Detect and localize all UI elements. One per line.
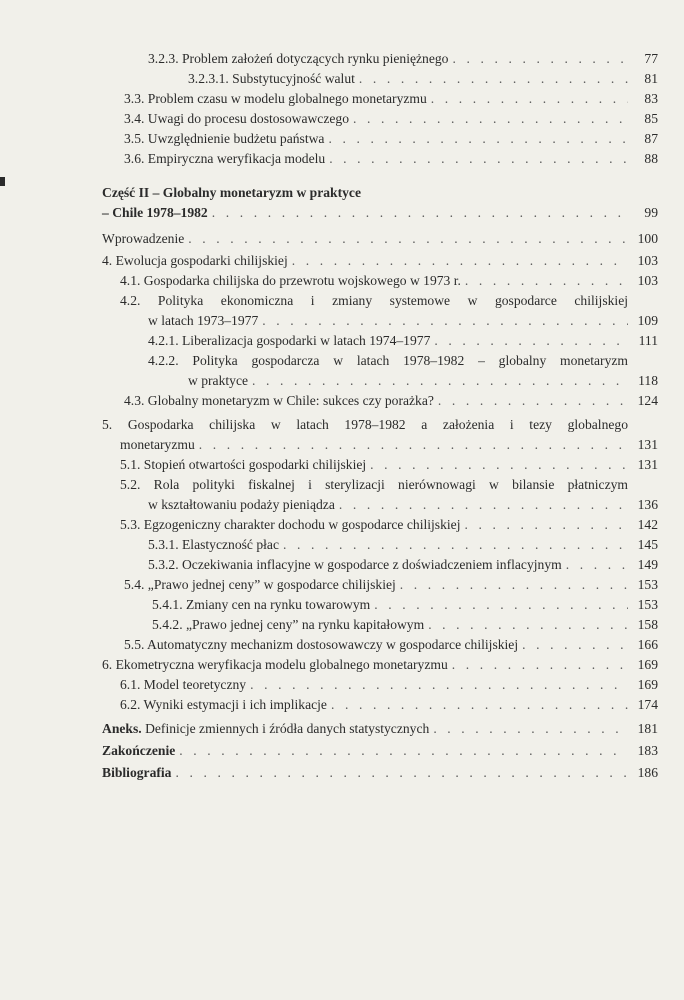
toc-entry-title: 3.2.3.1. Substytucyjność walut — [188, 71, 355, 86]
toc-page-number: 103 — [637, 253, 658, 268]
toc-entry — [102, 515, 658, 535]
dot-leader — [339, 495, 628, 515]
dot-leader — [434, 331, 628, 351]
page-edge-mark — [0, 177, 5, 186]
toc-entry — [102, 311, 658, 331]
dot-leader — [400, 575, 628, 595]
toc-entry-title: 5.4.1. Zmiany cen na rynku towarowym — [152, 597, 371, 612]
toc-page-number: 87 — [644, 131, 658, 146]
toc-entry — [102, 575, 658, 595]
toc-entry — [102, 675, 658, 695]
dot-leader — [292, 251, 628, 271]
dot-leader — [433, 719, 628, 739]
toc-page-number: 124 — [637, 393, 658, 408]
toc-entry-title: Wprowadzenie — [102, 231, 185, 246]
toc-page-number: 149 — [637, 557, 658, 572]
toc-page-number: 174 — [637, 697, 658, 712]
dot-leader — [262, 311, 628, 331]
toc-entry — [102, 49, 658, 69]
toc-entry-title: w kształtowaniu podaży pieniądza — [148, 497, 335, 512]
toc-entry-title: 3.4. Uwagi do procesu dostosowawczego — [124, 111, 350, 126]
dot-leader — [428, 615, 628, 635]
toc-page-number: 136 — [637, 497, 658, 512]
toc-page-number: 166 — [637, 637, 658, 652]
toc-entry — [102, 183, 658, 203]
toc-entry — [102, 595, 658, 615]
toc-entry-title: 5. Gospodarka chilijska w latach 1978–1982 a założenia i tezy globalnego — [102, 417, 628, 432]
toc-entry-title: 5.5. Automatyczny mechanizm dostosowawczy w gospodarce chilijskiej — [124, 637, 519, 652]
dot-leader — [252, 371, 628, 391]
toc-page-number: 153 — [637, 597, 658, 612]
toc-page-number: 145 — [637, 537, 658, 552]
toc-page-number: 83 — [644, 91, 658, 106]
toc-entry-title: Część II – Globalny monetaryzm w praktyce — [102, 185, 361, 200]
toc-entry — [102, 291, 658, 311]
dot-leader — [175, 763, 628, 783]
toc-entry — [102, 435, 658, 455]
toc-page-number: 99 — [644, 205, 658, 220]
toc-entry — [102, 635, 658, 655]
toc-entry-title: Aneks. Definicje zmiennych i źródła danych statystycznych — [102, 721, 430, 736]
toc-entry-title: 4.2. Polityka ekonomiczna i zmiany systemowe w gospodarce chilijskiej — [120, 293, 628, 308]
toc-entry-title: 4.1. Gospodarka chilijska do przewrotu wojskowego w 1973 r. — [120, 273, 461, 288]
toc-entry-title: w praktyce — [188, 373, 249, 388]
dot-leader — [179, 741, 628, 761]
toc-entry — [102, 495, 658, 515]
toc-page-number: 85 — [644, 111, 658, 126]
toc-page-number: 183 — [637, 743, 658, 758]
toc-entry — [102, 455, 658, 475]
toc-entry — [102, 555, 658, 575]
toc-page-number: 77 — [644, 51, 658, 66]
toc-entry-title: Bibliografia — [102, 765, 172, 780]
toc-page-number: 109 — [637, 313, 658, 328]
toc-entry-title: 3.6. Empiryczna weryfikacja modelu — [124, 151, 326, 166]
dot-leader — [566, 555, 628, 575]
dot-leader — [438, 391, 628, 411]
toc-entry — [102, 251, 658, 271]
dot-leader — [374, 595, 628, 615]
toc-entry — [102, 535, 658, 555]
dot-leader — [359, 69, 628, 89]
dot-leader — [329, 149, 628, 169]
toc-entry-title: 5.4. „Prawo jednej ceny” w gospodarce chilijskiej — [124, 577, 396, 592]
toc-entry — [102, 109, 658, 129]
toc-entry — [102, 229, 658, 249]
toc-entry-title: 3.5. Uwzględnienie budżetu państwa — [124, 131, 325, 146]
dot-leader — [250, 675, 628, 695]
toc-page-number: 153 — [637, 577, 658, 592]
toc-entry-title: monetaryzmu — [120, 437, 195, 452]
toc-page-number: 158 — [637, 617, 658, 632]
toc-entry-title: 5.3.1. Elastyczność płac — [148, 537, 279, 552]
toc-entry-title: 4.2.2. Polityka gospodarcza w latach 1978–1982 – globalny monetaryzm — [148, 353, 628, 368]
toc-entry-title: 6.1. Model teoretyczny — [120, 677, 247, 692]
toc-page-number: 131 — [637, 457, 658, 472]
toc-entry — [102, 351, 658, 371]
toc-entry — [102, 695, 658, 715]
toc-entry-title: 5.4.2. „Prawo jednej ceny” na rynku kapitałowym — [152, 617, 425, 632]
dot-leader — [465, 271, 628, 291]
toc-entry — [102, 371, 658, 391]
toc-entry — [102, 741, 658, 761]
table-of-contents — [102, 49, 658, 783]
dot-leader — [431, 89, 628, 109]
toc-entry-title: 5.3.2. Oczekiwania inflacyjne w gospodarce z doświadczeniem inflacyjnym — [148, 557, 562, 572]
dot-leader — [328, 129, 628, 149]
dot-leader — [522, 635, 628, 655]
toc-entry — [102, 655, 658, 675]
toc-entry — [102, 271, 658, 291]
toc-entry-title: 3.3. Problem czasu w modelu globalnego monetaryzmu — [124, 91, 427, 106]
toc-entry-title: – Chile 1978–1982 — [102, 205, 208, 220]
toc-entry — [102, 615, 658, 635]
dot-leader — [331, 695, 628, 715]
dot-leader — [283, 535, 628, 555]
toc-page-number: 81 — [644, 71, 658, 86]
dot-leader — [464, 515, 628, 535]
toc-entry — [102, 89, 658, 109]
toc-entry — [102, 415, 658, 435]
dot-leader — [452, 49, 628, 69]
dot-leader — [353, 109, 628, 129]
toc-entry-title: 6.2. Wyniki estymacji i ich implikacje — [120, 697, 327, 712]
toc-entry-title: 6. Ekometryczna weryfikacja modelu globalnego monetaryzmu — [102, 657, 448, 672]
toc-page-number: 118 — [638, 373, 658, 388]
toc-page-number: 142 — [637, 517, 658, 532]
toc-entry — [102, 331, 658, 351]
toc-entry-title: w latach 1973–1977 — [148, 313, 259, 328]
toc-page-number: 88 — [644, 151, 658, 166]
toc-entry — [102, 69, 658, 89]
toc-page-number: 100 — [637, 231, 658, 246]
toc-entry-title: 3.2.3. Problem założeń dotyczących rynku pieniężnego — [148, 51, 449, 66]
section-spacer — [102, 169, 658, 183]
toc-entry-title: 5.1. Stopień otwartości gospodarki chilijskiej — [120, 457, 367, 472]
toc-entry-title: 4.3. Globalny monetaryzm w Chile: sukces czy porażka? — [124, 393, 434, 408]
toc-page-number: 169 — [637, 677, 658, 692]
toc-page-number: 131 — [637, 437, 658, 452]
toc-entry-title: 4. Ewolucja gospodarki chilijskiej — [102, 253, 288, 268]
toc-entry — [102, 149, 658, 169]
toc-entry — [102, 475, 658, 495]
toc-entry-title: 4.2.1. Liberalizacja gospodarki w latach 1974–1977 — [148, 333, 431, 348]
dot-leader — [370, 455, 628, 475]
dot-leader — [452, 655, 628, 675]
toc-entry — [102, 129, 658, 149]
toc-entry — [102, 203, 658, 223]
toc-page-number: 103 — [637, 273, 658, 288]
toc-page-number: 181 — [637, 721, 658, 736]
toc-page-number: 111 — [638, 333, 658, 348]
toc-entry-title: 5.2. Rola polityki fiskalnej i sterylizacji nierównowagi w bilansie płatniczym — [120, 477, 628, 492]
toc-entry — [102, 763, 658, 783]
toc-entry-title: 5.3. Egzogeniczny charakter dochodu w gospodarce chilijskiej — [120, 517, 461, 532]
dot-leader — [199, 435, 628, 455]
toc-page-number: 169 — [637, 657, 658, 672]
toc-entry — [102, 719, 658, 739]
toc-page-number: 186 — [637, 765, 658, 780]
dot-leader — [212, 203, 628, 223]
dot-leader — [188, 229, 628, 249]
toc-entry-title: Zakończenie — [102, 743, 176, 758]
toc-entry — [102, 391, 658, 411]
